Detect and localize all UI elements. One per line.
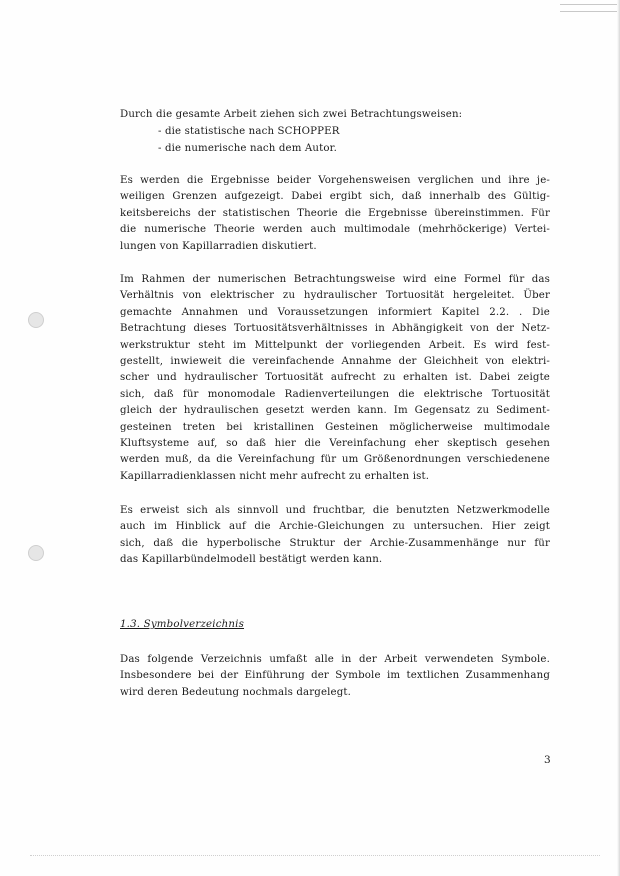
text-line: lungen von Kapillarradien diskutiert. <box>120 240 317 252</box>
text-line: Betrachtung dieses Tortuositätsverhältnisses in Abhängigkeit von der Netz- <box>120 323 550 335</box>
text-line: Im Rahmen der numerischen Betrachtungsweise wird eine Formel für das <box>120 274 550 285</box>
text-line: weiligen Grenzen aufgezeigt. Dabei ergibt sich, daß innerhalb des Gültig- <box>120 191 550 203</box>
text-line: werden muß, da die Vereinfachung für um Größenordnungen verschiedenene <box>120 454 550 466</box>
section-heading: 1.3. Symbolverzeichnis <box>120 619 245 630</box>
text-line: gestellt, inwieweit die vereinfachende Annahme der Gleichheit von elektri- <box>120 356 550 368</box>
list-item: - die statistische nach SCHOPPER <box>158 126 340 137</box>
text-line: Kapillarradienklassen nicht mehr aufrecht zu erhalten ist. <box>120 470 430 482</box>
punch-hole-icon <box>28 545 44 561</box>
intro-block <box>120 106 550 157</box>
text-line: wird deren Bedeutung nochmals dargelegt. <box>120 686 352 698</box>
text-line: gesteinen treten bei kristallinen Gesteinen möglicherweise multimodale <box>120 421 550 433</box>
intro-line: Durch die gesamte Arbeit ziehen sich zwei Betrachtungsweisen: <box>120 109 463 120</box>
text-line: Es werden die Ergebnisse beider Vorgehensweisen verglichen und ihre je- <box>120 175 550 186</box>
text-line: sich, daß die hyperbolische Struktur der Archie-Zusammenhänge nur für <box>120 537 550 549</box>
list-item: - die numerische nach dem Autor. <box>158 143 337 154</box>
text-line: keitsbereichs der statistischen Theorie die Ergebnisse übereinstimmen. Für <box>120 207 550 219</box>
scan-edge-marks <box>560 4 618 12</box>
text-line: Es erweist sich als sinnvoll und fruchtbar, die benutzten Netzwerkmodelle <box>120 505 550 516</box>
page-number: 3 <box>544 754 551 766</box>
text-line: auch im Hinblick auf die Archie-Gleichungen zu untersuchen. Hier zeigt <box>120 521 550 533</box>
text-line: das Kapillarbündelmodell bestätigt werden kann. <box>120 554 383 566</box>
text-line: Insbesondere bei der Einführung der Symbole im textlichen Zusammenhang <box>120 670 550 682</box>
paragraph-2 <box>120 272 550 485</box>
text-line: Verhältnis von elektrischer zu hydraulischer Tortuosität hergeleitet. Über <box>120 290 550 302</box>
scan-footer-marks <box>30 855 600 860</box>
text-line: gleich der hydraulischen gesetzt werden kann. Im Gegensatz zu Sediment- <box>120 405 550 417</box>
text-line: Das folgende Verzeichnis umfaßt alle in der Arbeit verwendeten Symbole. <box>120 654 550 665</box>
text-line: scher und hydraulischer Tortuosität aufrecht zu erhalten ist. Dabei zeigte <box>120 372 550 384</box>
paragraph-3 <box>120 503 550 569</box>
text-line: gemachte Annahmen und Voraussetzungen informiert Kapitel 2.2. . Die <box>120 306 550 318</box>
paragraph-1 <box>120 173 550 255</box>
paragraph-4 <box>120 652 550 701</box>
punch-hole-icon <box>28 312 44 328</box>
text-line: die numerische Theorie werden auch multimodale (mehrhöckerige) Vertei- <box>120 224 550 236</box>
text-line: werkstruktur steht im Mittelpunkt der vorliegenden Arbeit. Es wird fest- <box>120 339 550 351</box>
text-line: Kluftsysteme auf, so daß hier die Vereinfachung eher skeptisch gesehen <box>120 438 550 450</box>
text-line: sich, daß für monomodale Radienverteilungen die elektrische Tortuosität <box>120 388 550 400</box>
